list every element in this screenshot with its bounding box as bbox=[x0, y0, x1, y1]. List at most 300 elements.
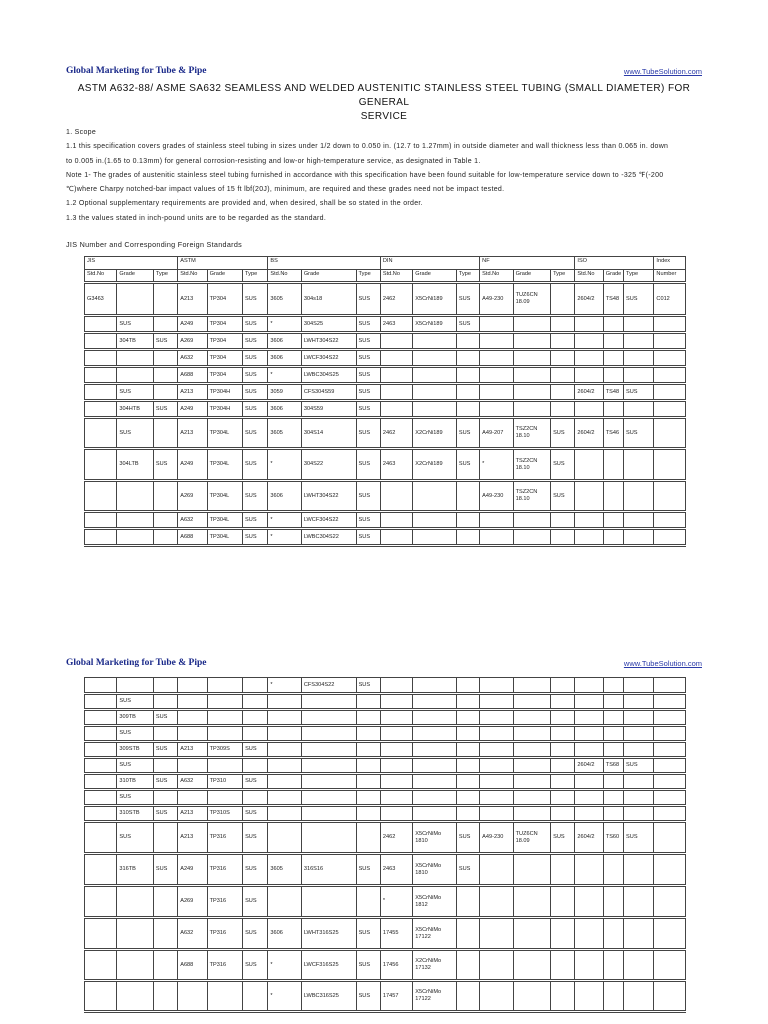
table-cell bbox=[380, 350, 412, 367]
table-cell bbox=[480, 918, 513, 950]
table-cell bbox=[480, 886, 513, 918]
table-cell bbox=[603, 350, 623, 367]
table-cell: SUS bbox=[117, 694, 153, 710]
table-cell: 304S22 bbox=[301, 449, 356, 481]
table-row bbox=[85, 350, 686, 367]
table-cell bbox=[117, 678, 153, 694]
table-cell bbox=[207, 678, 242, 694]
column-header-cell: Std.No bbox=[480, 270, 513, 283]
table-cell bbox=[268, 790, 301, 806]
table-cell bbox=[456, 384, 479, 401]
table-cell bbox=[575, 316, 603, 333]
table-cell: A249 bbox=[178, 316, 207, 333]
table-cell bbox=[413, 512, 457, 529]
table-cell: SUS bbox=[356, 678, 380, 694]
table-cell bbox=[654, 726, 686, 742]
table-cell: 17456 bbox=[380, 950, 412, 981]
page-header bbox=[66, 66, 702, 80]
website-link[interactable]: www.TubeSolution.com bbox=[623, 67, 702, 76]
table-cell bbox=[654, 822, 686, 854]
table-cell bbox=[413, 367, 457, 384]
table-cell: SUS bbox=[117, 822, 153, 854]
table-cell: A269 bbox=[178, 481, 207, 512]
table-cell bbox=[551, 742, 575, 758]
table-cell bbox=[207, 790, 242, 806]
table-cell: 309STB bbox=[117, 742, 153, 758]
table-cell bbox=[551, 918, 575, 950]
table-cell bbox=[413, 678, 457, 694]
table-cell bbox=[551, 316, 575, 333]
table-cell bbox=[624, 694, 654, 710]
title-line-2: SERVICE bbox=[360, 111, 408, 122]
table-cell bbox=[456, 806, 479, 822]
table-cell bbox=[413, 529, 457, 546]
table-cell bbox=[301, 822, 356, 854]
table-cell bbox=[413, 350, 457, 367]
table-cell: 304TB bbox=[117, 333, 153, 350]
table-cell: TP310S bbox=[207, 806, 242, 822]
table-cell bbox=[480, 401, 513, 418]
table-cell bbox=[301, 694, 356, 710]
table-cell: * bbox=[268, 678, 301, 694]
table-cell: SUS bbox=[243, 401, 268, 418]
table-cell bbox=[117, 950, 153, 981]
table-cell: SUS bbox=[117, 726, 153, 742]
table-cell bbox=[603, 918, 623, 950]
table-cell: SUS bbox=[243, 418, 268, 449]
table-cell bbox=[480, 790, 513, 806]
column-header-cell: Type bbox=[624, 270, 654, 283]
table-cell bbox=[513, 806, 550, 822]
table-cell bbox=[356, 806, 380, 822]
table-cell bbox=[654, 418, 686, 449]
table-cell bbox=[513, 529, 550, 546]
table-cell: TP304L bbox=[207, 512, 242, 529]
table-cell bbox=[153, 950, 177, 981]
table-cell: SUS bbox=[153, 333, 177, 350]
table-cell: * bbox=[268, 529, 301, 546]
website-link[interactable]: www.TubeSolution.com bbox=[623, 659, 702, 668]
table-cell: TP304 bbox=[207, 367, 242, 384]
table-cell: LWCF304S22 bbox=[301, 512, 356, 529]
table-cell bbox=[513, 918, 550, 950]
table-cell bbox=[603, 774, 623, 790]
table-cell: 3605 bbox=[268, 854, 301, 886]
table-cell: TP316 bbox=[207, 950, 242, 981]
table-cell bbox=[513, 694, 550, 710]
table-cell bbox=[513, 742, 550, 758]
table-cell: SUS bbox=[551, 449, 575, 481]
table-cell bbox=[456, 774, 479, 790]
table-cell: * bbox=[268, 316, 301, 333]
table-cell bbox=[456, 481, 479, 512]
table-cell bbox=[456, 742, 479, 758]
table-cell bbox=[513, 886, 550, 918]
table-cell bbox=[654, 316, 686, 333]
table-cell bbox=[153, 726, 177, 742]
table-cell: SUS bbox=[456, 449, 479, 481]
table-cell: TS48 bbox=[603, 283, 623, 316]
group-header-cell: NF bbox=[480, 257, 575, 270]
table-cell bbox=[654, 678, 686, 694]
table-cell bbox=[654, 512, 686, 529]
standards-table-1 bbox=[84, 256, 686, 547]
group-header-cell: Index bbox=[654, 257, 686, 270]
table-cell: CFS304S59 bbox=[301, 384, 356, 401]
table-cell bbox=[480, 758, 513, 774]
table-cell bbox=[380, 758, 412, 774]
table-cell bbox=[575, 401, 603, 418]
table-cell bbox=[153, 694, 177, 710]
table-cell bbox=[654, 401, 686, 418]
table-cell bbox=[603, 710, 623, 726]
table-cell bbox=[153, 316, 177, 333]
column-header-cell: Grade bbox=[413, 270, 457, 283]
table-cell bbox=[413, 694, 457, 710]
table-cell: 2604/2 bbox=[575, 283, 603, 316]
table-cell bbox=[551, 529, 575, 546]
table-cell bbox=[551, 806, 575, 822]
table-cell bbox=[117, 886, 153, 918]
table-cell: SUS bbox=[243, 283, 268, 316]
table-cell bbox=[624, 981, 654, 1012]
table-cell bbox=[413, 481, 457, 512]
table-cell bbox=[356, 726, 380, 742]
table-cell bbox=[624, 742, 654, 758]
table-cell bbox=[624, 886, 654, 918]
table-cell bbox=[153, 822, 177, 854]
table-cell bbox=[654, 710, 686, 726]
scope-heading: 1. Scope bbox=[66, 129, 97, 136]
table-cell: 3606 bbox=[268, 918, 301, 950]
table-cell bbox=[380, 806, 412, 822]
table-cell bbox=[513, 758, 550, 774]
table-cell bbox=[480, 806, 513, 822]
table-cell: SUS bbox=[456, 822, 479, 854]
table-cell: G3463 bbox=[85, 283, 117, 316]
table-cell bbox=[178, 694, 207, 710]
table-cell bbox=[480, 384, 513, 401]
table-cell bbox=[575, 512, 603, 529]
scope-note: ℃)where Charpy notched-bar impact values of 15 ft lbf(20J), minimum, are required and these grades need not be impact tested. bbox=[66, 186, 505, 194]
table-cell: 2463 bbox=[380, 449, 412, 481]
table-cell bbox=[153, 350, 177, 367]
table-cell: LWBC304S25 bbox=[301, 367, 356, 384]
table-cell: TP309S bbox=[207, 742, 242, 758]
table-cell bbox=[624, 774, 654, 790]
table-cell bbox=[380, 384, 412, 401]
table-cell bbox=[268, 758, 301, 774]
table-cell bbox=[380, 726, 412, 742]
table-cell bbox=[207, 694, 242, 710]
table-cell bbox=[480, 529, 513, 546]
column-header-cell: Std.No bbox=[178, 270, 207, 283]
table-cell bbox=[153, 384, 177, 401]
table-cell bbox=[301, 886, 356, 918]
scope-section bbox=[66, 126, 702, 226]
table-cell bbox=[480, 512, 513, 529]
table-cell: 304S59 bbox=[301, 401, 356, 418]
table-cell: A213 bbox=[178, 806, 207, 822]
table-cell: X5CrNiMo 1810 bbox=[413, 854, 457, 886]
table-cell: SUS bbox=[356, 384, 380, 401]
table-cell bbox=[575, 333, 603, 350]
table-cell bbox=[551, 981, 575, 1012]
table-cell: TSZ2CN 18.10 bbox=[513, 481, 550, 512]
table-cell bbox=[624, 806, 654, 822]
table-cell bbox=[603, 694, 623, 710]
table-cell bbox=[551, 758, 575, 774]
table-cell: A213 bbox=[178, 742, 207, 758]
table-cell bbox=[85, 726, 117, 742]
table-cell: TP316 bbox=[207, 886, 242, 918]
table-cell: X5CrNiMo 17122 bbox=[413, 918, 457, 950]
table-cell bbox=[85, 333, 117, 350]
table-cell bbox=[551, 283, 575, 316]
table-cell bbox=[513, 367, 550, 384]
table-cell: SUS bbox=[243, 481, 268, 512]
column-header-cell: Type bbox=[456, 270, 479, 283]
table-subheader bbox=[85, 270, 686, 283]
table-cell bbox=[513, 678, 550, 694]
table-cell bbox=[603, 950, 623, 981]
table-cell: TP304L bbox=[207, 481, 242, 512]
table-cell bbox=[207, 758, 242, 774]
table-row bbox=[85, 918, 686, 950]
table-cell bbox=[654, 742, 686, 758]
table-cell bbox=[85, 449, 117, 481]
table-cell bbox=[380, 678, 412, 694]
table-row bbox=[85, 854, 686, 886]
table-cell bbox=[117, 481, 153, 512]
table-cell bbox=[603, 981, 623, 1012]
table-cell bbox=[513, 774, 550, 790]
table-cell bbox=[624, 333, 654, 350]
table-cell bbox=[480, 678, 513, 694]
standards-table-2 bbox=[84, 677, 686, 1013]
table-cell: SUS bbox=[243, 316, 268, 333]
table-cell bbox=[654, 854, 686, 886]
table-cell: SUS bbox=[624, 418, 654, 449]
table-cell bbox=[575, 367, 603, 384]
table-cell: SUS bbox=[153, 449, 177, 481]
table-cell bbox=[413, 710, 457, 726]
table-row bbox=[85, 822, 686, 854]
table-cell bbox=[575, 529, 603, 546]
table-cell bbox=[603, 449, 623, 481]
table-cell: TP316 bbox=[207, 918, 242, 950]
column-header-cell: Number bbox=[654, 270, 686, 283]
column-header-cell: Std.No bbox=[268, 270, 301, 283]
table-cell bbox=[551, 854, 575, 886]
table-row bbox=[85, 418, 686, 449]
table-cell: 17455 bbox=[380, 918, 412, 950]
table-cell bbox=[456, 950, 479, 981]
table-cell bbox=[153, 367, 177, 384]
table-row bbox=[85, 726, 686, 742]
table-cell bbox=[624, 678, 654, 694]
table-cell bbox=[153, 512, 177, 529]
table-cell bbox=[413, 758, 457, 774]
table-cell bbox=[85, 886, 117, 918]
table-row bbox=[85, 401, 686, 418]
table-cell bbox=[654, 981, 686, 1012]
table-cell bbox=[153, 529, 177, 546]
table-cell bbox=[413, 790, 457, 806]
brand-name: Global Marketing for Tube & Pipe bbox=[66, 658, 207, 668]
table-cell: SUS bbox=[243, 449, 268, 481]
table-cell: SUS bbox=[243, 918, 268, 950]
column-header-cell: Grade bbox=[117, 270, 153, 283]
table-cell bbox=[268, 774, 301, 790]
table-cell bbox=[153, 418, 177, 449]
table-cell bbox=[268, 822, 301, 854]
table-row bbox=[85, 283, 686, 316]
table-cell bbox=[480, 333, 513, 350]
table-cell: LWCF304S22 bbox=[301, 350, 356, 367]
table-cell bbox=[301, 710, 356, 726]
table-cell: SUS bbox=[153, 710, 177, 726]
table-cell bbox=[456, 333, 479, 350]
table-cell bbox=[575, 694, 603, 710]
column-header-cell: Std.No bbox=[380, 270, 412, 283]
table-cell bbox=[85, 806, 117, 822]
table-cell: SUS bbox=[456, 418, 479, 449]
table-row bbox=[85, 367, 686, 384]
table-cell: TUZ6CN 18.09 bbox=[513, 822, 550, 854]
table-cell bbox=[85, 774, 117, 790]
table-cell bbox=[456, 350, 479, 367]
table-cell bbox=[153, 283, 177, 316]
table-cell bbox=[268, 742, 301, 758]
table-cell: TSZ2CN 18.10 bbox=[513, 418, 550, 449]
table-cell: TP304L bbox=[207, 449, 242, 481]
table-cell bbox=[207, 726, 242, 742]
table-cell bbox=[153, 918, 177, 950]
table-cell: A269 bbox=[178, 886, 207, 918]
table-cell bbox=[575, 918, 603, 950]
table-cell bbox=[413, 726, 457, 742]
table-cell bbox=[654, 694, 686, 710]
table-cell bbox=[480, 710, 513, 726]
table-cell: A49-230 bbox=[480, 283, 513, 316]
table-cell bbox=[456, 694, 479, 710]
table-cell: * bbox=[268, 950, 301, 981]
table-cell bbox=[624, 512, 654, 529]
table-cell: SUS bbox=[243, 774, 268, 790]
table-cell: X5CrNi189 bbox=[413, 316, 457, 333]
table-cell bbox=[456, 726, 479, 742]
table-cell bbox=[413, 401, 457, 418]
table-cell: 316S16 bbox=[301, 854, 356, 886]
table-cell bbox=[413, 742, 457, 758]
table-cell bbox=[654, 918, 686, 950]
table-cell: 309TB bbox=[117, 710, 153, 726]
table-cell bbox=[85, 694, 117, 710]
table-cell bbox=[268, 886, 301, 918]
column-header-cell: Grade bbox=[207, 270, 242, 283]
table-row bbox=[85, 774, 686, 790]
table-cell: 3606 bbox=[268, 481, 301, 512]
table-cell bbox=[480, 726, 513, 742]
table-cell: TUZ6CN 18.09 bbox=[513, 283, 550, 316]
table-cell: * bbox=[268, 981, 301, 1012]
table-cell bbox=[243, 790, 268, 806]
table-cell bbox=[301, 790, 356, 806]
table-cell bbox=[480, 854, 513, 886]
table-cell: TP304L bbox=[207, 529, 242, 546]
table-cell bbox=[380, 401, 412, 418]
table-cell bbox=[178, 758, 207, 774]
table-cell bbox=[654, 886, 686, 918]
table-cell bbox=[243, 710, 268, 726]
table-cell bbox=[551, 726, 575, 742]
table-cell: SUS bbox=[356, 981, 380, 1012]
table-cell bbox=[624, 350, 654, 367]
table-cell: A249 bbox=[178, 854, 207, 886]
table-cell bbox=[551, 384, 575, 401]
table-cell: X5CrNi189 bbox=[413, 283, 457, 316]
table-cell bbox=[603, 886, 623, 918]
table-cell: TP304L bbox=[207, 418, 242, 449]
table-cell bbox=[85, 512, 117, 529]
table-cell bbox=[575, 710, 603, 726]
table-cell bbox=[513, 854, 550, 886]
table-cell: 2463 bbox=[380, 854, 412, 886]
table-row bbox=[85, 950, 686, 981]
table-cell: A49-230 bbox=[480, 481, 513, 512]
table-cell bbox=[85, 758, 117, 774]
table-cell bbox=[480, 950, 513, 981]
table-cell bbox=[654, 367, 686, 384]
column-header-cell: Std.No bbox=[85, 270, 117, 283]
table-cell: X5CrNiMo 1812 bbox=[413, 886, 457, 918]
table-cell bbox=[654, 806, 686, 822]
table-cell bbox=[513, 350, 550, 367]
table-cell bbox=[117, 512, 153, 529]
table-cell: LWHT316S25 bbox=[301, 918, 356, 950]
table-cell: SUS bbox=[243, 333, 268, 350]
table-cell: A49-230 bbox=[480, 822, 513, 854]
table-cell bbox=[356, 886, 380, 918]
table-cell: SUS bbox=[153, 742, 177, 758]
table-cell bbox=[575, 449, 603, 481]
table-cell: A632 bbox=[178, 350, 207, 367]
table-cell: SUS bbox=[356, 918, 380, 950]
table-cell bbox=[624, 481, 654, 512]
table-cell: SUS bbox=[551, 481, 575, 512]
table-cell bbox=[603, 742, 623, 758]
table-cell bbox=[624, 726, 654, 742]
table-cell bbox=[207, 710, 242, 726]
table-row bbox=[85, 529, 686, 546]
table-cell bbox=[513, 710, 550, 726]
table-row bbox=[85, 384, 686, 401]
table-cell: LWCF316S25 bbox=[301, 950, 356, 981]
table-row bbox=[85, 678, 686, 694]
table-cell bbox=[85, 854, 117, 886]
table-cell: A49-207 bbox=[480, 418, 513, 449]
table-cell bbox=[513, 950, 550, 981]
table-cell: SUS bbox=[117, 384, 153, 401]
table-cell bbox=[356, 790, 380, 806]
table-cell bbox=[603, 401, 623, 418]
table-cell bbox=[603, 678, 623, 694]
table-cell bbox=[654, 774, 686, 790]
table-cell bbox=[456, 758, 479, 774]
table-cell: A688 bbox=[178, 529, 207, 546]
table-cell: 3606 bbox=[268, 401, 301, 418]
